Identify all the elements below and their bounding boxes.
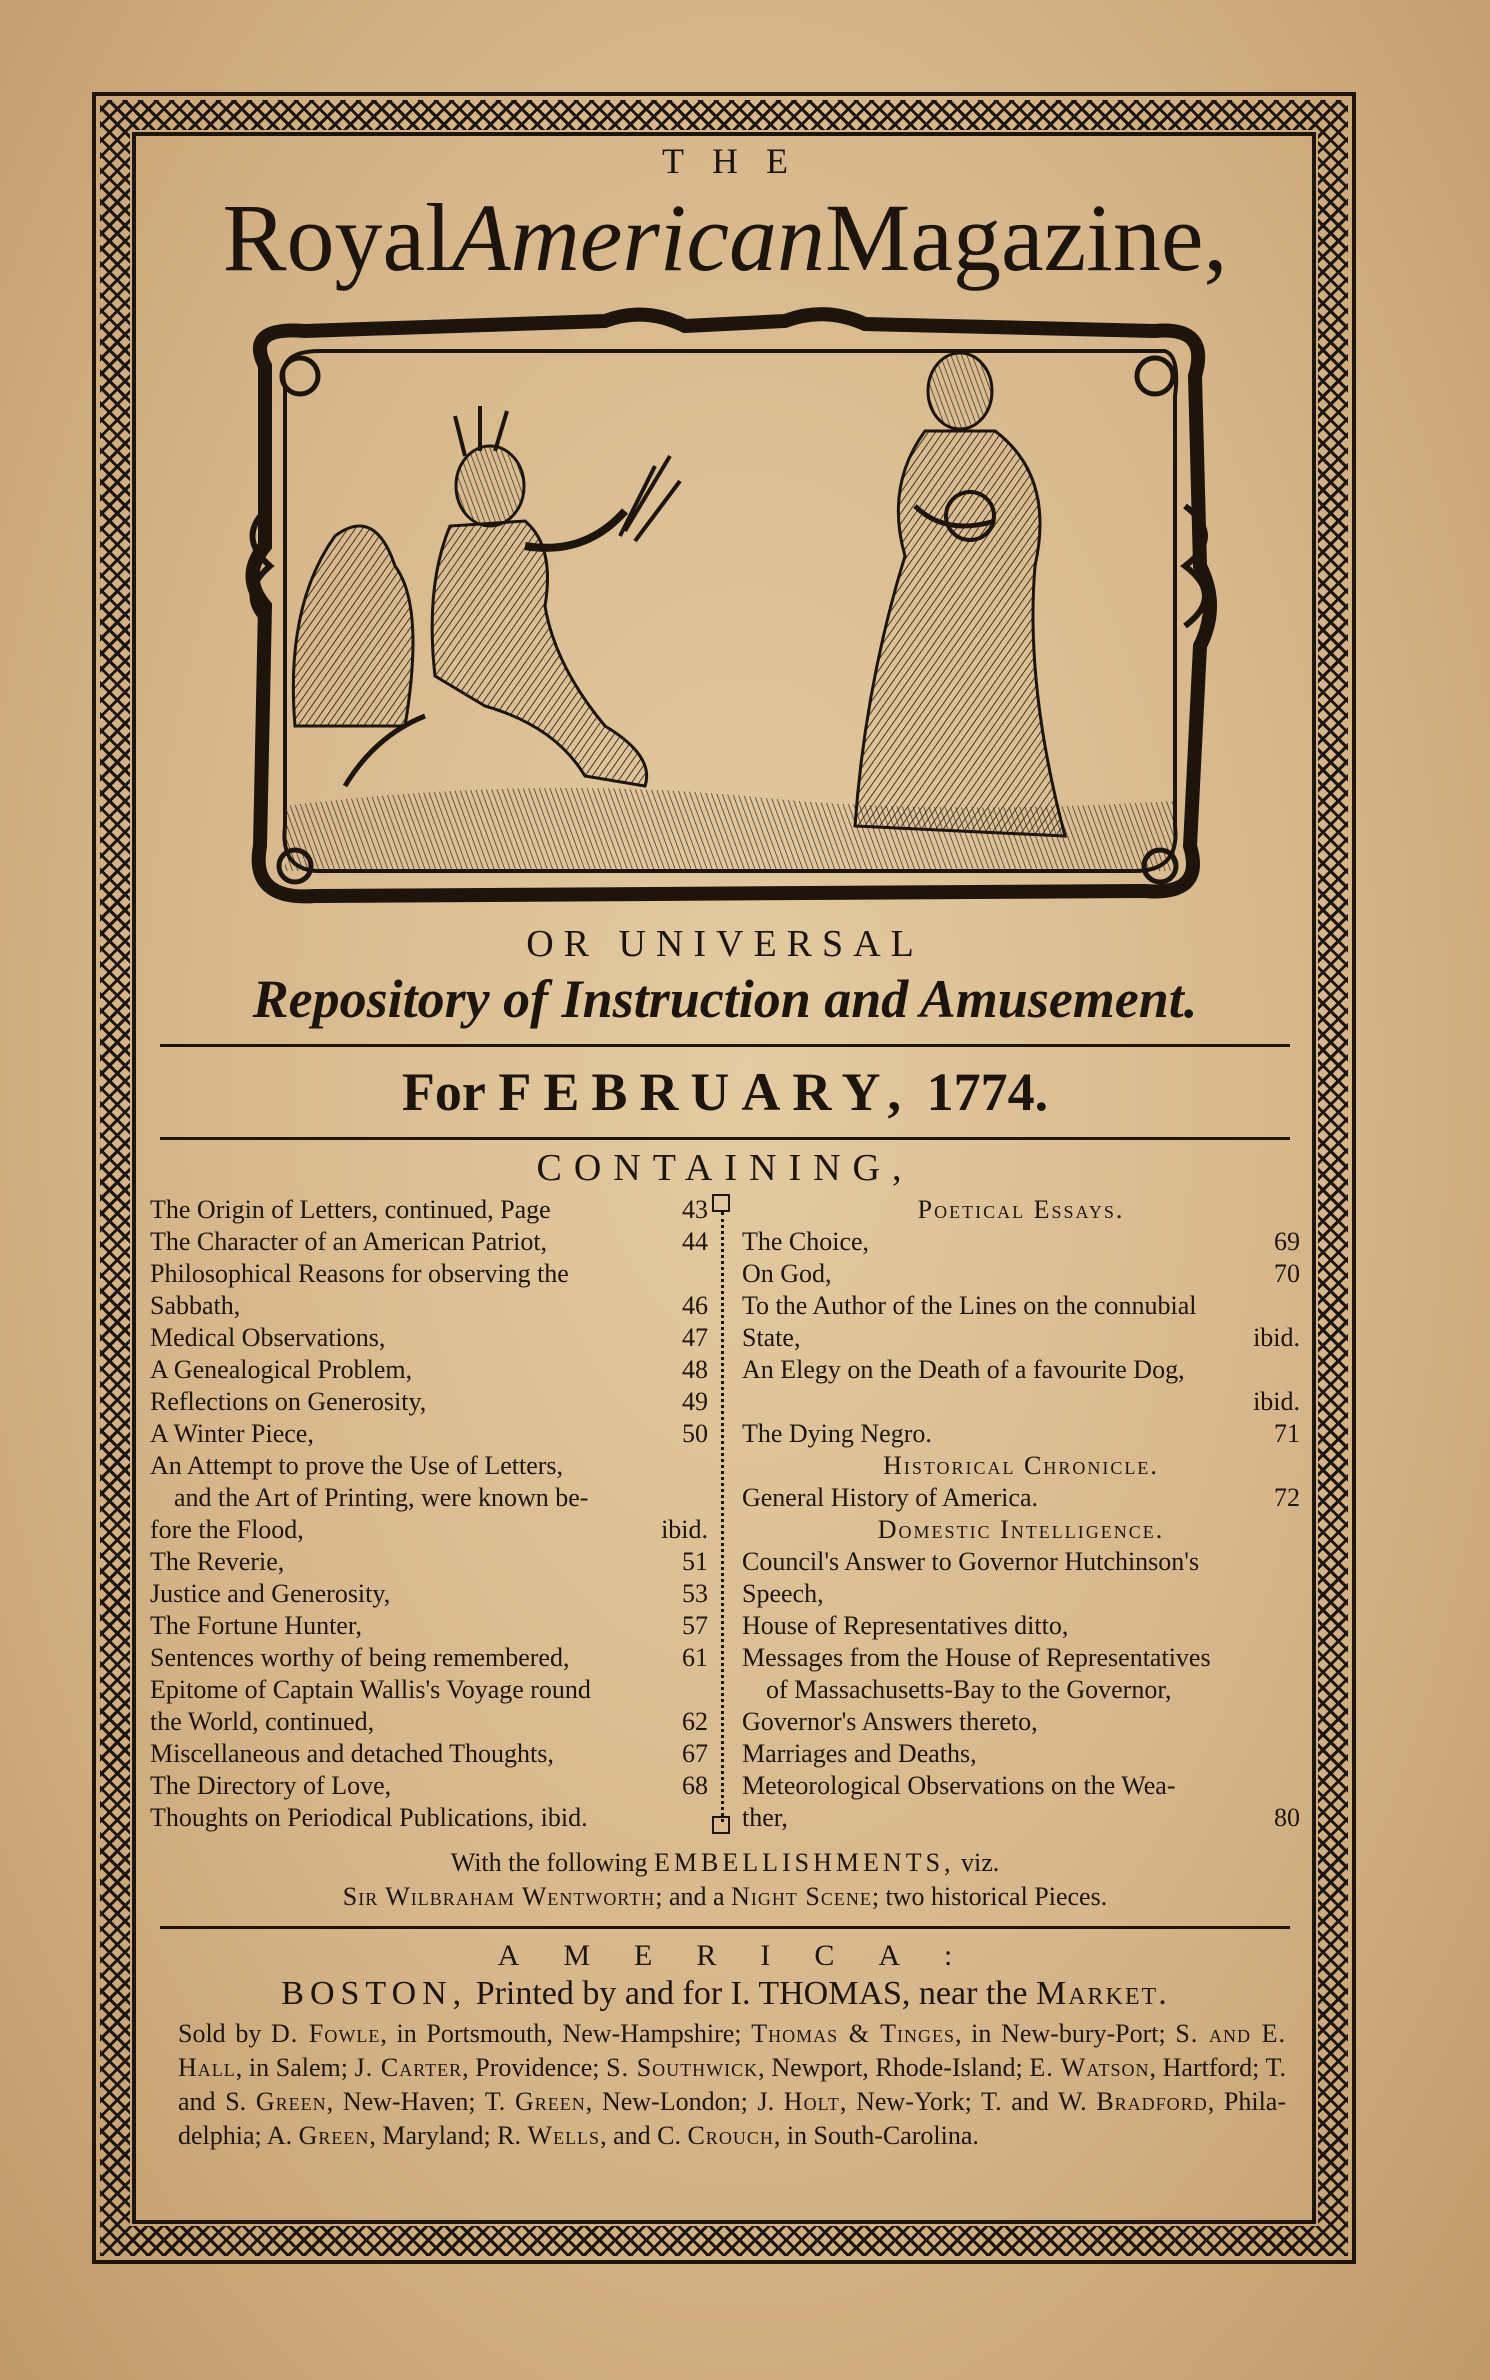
- entry-page: 67: [682, 1739, 709, 1768]
- seller-text: , Maryland; R.: [369, 2121, 528, 2150]
- contents-entry: [742, 1290, 1300, 1322]
- entry-title: Epitome of Captain Wallis's Voyage round: [150, 1675, 591, 1704]
- contents-entry: [150, 1674, 708, 1706]
- entry-title: of Massachusetts-Bay to the Governor,: [765, 1675, 1172, 1704]
- woodcut-illustration: [225, 306, 1225, 906]
- subtitle-repository: Repository of Instruction and Amusement.: [252, 969, 1198, 1029]
- contents-left-column: [150, 1194, 716, 1834]
- contents-entry: [150, 1386, 708, 1418]
- contents-entry: [150, 1610, 708, 1642]
- subtitle-or-universal: OR UNIVERSAL: [526, 923, 924, 965]
- contents-entry: [742, 1386, 1300, 1418]
- imprint-america: AMERICA:: [497, 1939, 997, 1972]
- seller-text: , Newport, Rhode-Island;: [758, 2053, 1030, 2082]
- woodcut-engraving-image: [225, 306, 1225, 906]
- entry-title: [742, 1386, 1245, 1418]
- entry-page: 72: [1274, 1483, 1301, 1512]
- issue-year: 1774.: [926, 1062, 1049, 1122]
- table-of-contents: [150, 1194, 1300, 1834]
- entry-page: 70: [1274, 1259, 1301, 1288]
- seller-name: Green: [255, 2087, 327, 2116]
- emb-lead: With the following: [450, 1848, 648, 1877]
- entry-title: Thoughts on Periodical Publications, ibid.: [150, 1803, 588, 1832]
- entry-page: 50: [682, 1419, 709, 1448]
- entry-title: The Dying Negro.: [741, 1419, 932, 1448]
- seller-name: D. Fowle: [271, 2019, 381, 2048]
- entry-title: ther,: [741, 1803, 788, 1832]
- entry-page: 44: [682, 1227, 709, 1256]
- embellishments-note: [150, 1846, 1300, 1914]
- entry-page: 47: [682, 1323, 709, 1352]
- seller-name: Thomas & Tinges: [751, 2019, 956, 2048]
- contents-entry: [150, 1322, 708, 1354]
- contents-entry: [742, 1770, 1300, 1802]
- entry-title: Reflections on Generosity,: [150, 1387, 427, 1416]
- entry-page: 57: [682, 1611, 709, 1640]
- entry-title: An Attempt to prove the Use of Letters,: [150, 1451, 564, 1480]
- entry-page: 51: [682, 1547, 709, 1576]
- entry-title: General History of America.: [741, 1483, 1038, 1512]
- contents-entry: [150, 1194, 708, 1226]
- entry-title: The Fortune Hunter,: [150, 1611, 362, 1640]
- entry-title: Speech,: [741, 1579, 824, 1608]
- entry-title: Meteorological Observations on the Wea-: [741, 1771, 1176, 1800]
- emb-mid: ; and a: [655, 1882, 725, 1911]
- issue-prefix: For: [401, 1062, 485, 1122]
- entry-title: fore the Flood,: [150, 1515, 304, 1544]
- entry-page: 43: [682, 1195, 709, 1224]
- entry-title: Sentences worthy of being remembered,: [150, 1643, 570, 1672]
- emb-tail: ; two historical Pieces.: [871, 1882, 1108, 1911]
- contents-entry: [742, 1642, 1300, 1674]
- entry-page: 80: [1274, 1803, 1301, 1832]
- entry-title: The Reverie,: [150, 1547, 285, 1576]
- entry-title: An Elegy on the Death of a favourite Dog,: [741, 1355, 1185, 1384]
- divider-ornament-top: [712, 1194, 730, 1212]
- contents-entry: [150, 1482, 708, 1514]
- entry-page: ibid.: [1253, 1387, 1301, 1416]
- entry-page: 62: [682, 1707, 709, 1736]
- seller-text: Sold by: [178, 2019, 271, 2048]
- horizontal-rule: [160, 1044, 1290, 1047]
- entry-page: 69: [1274, 1227, 1301, 1256]
- title-magazine: Magazine,: [825, 184, 1228, 291]
- contents-entry: [150, 1418, 708, 1450]
- contents-section-heading: Historical Chronicle.: [883, 1451, 1159, 1480]
- contents-entry: [150, 1258, 708, 1290]
- seller-name: Green: [298, 2121, 370, 2150]
- seller-text: , Hartford; T. and S.: [178, 2053, 1286, 2116]
- seller-text: , and C.: [600, 2121, 688, 2150]
- seller-name: S. and E. Hall: [178, 2019, 1287, 2082]
- entry-title: The Character of an American Patriot,: [150, 1227, 548, 1256]
- emb-viz: viz.: [961, 1848, 1000, 1877]
- embellishments-line-1: [150, 1846, 1300, 1880]
- emb-night-scene: Night Scene: [731, 1882, 872, 1911]
- entry-title: The Origin of Letters, continued, Page: [150, 1195, 551, 1224]
- seller-name: Bradford: [1096, 2087, 1208, 2116]
- entry-title: and the Art of Printing, were known be-: [174, 1483, 589, 1512]
- contents-entry: [742, 1546, 1300, 1578]
- title-royal: Royal: [222, 184, 452, 291]
- entry-page: 53: [682, 1579, 709, 1608]
- seller-text: , in South-Carolina.: [773, 2121, 979, 2150]
- contents-entry: [150, 1514, 708, 1546]
- horizontal-rule: [160, 1926, 1290, 1929]
- entry-page: 46: [682, 1291, 709, 1320]
- seller-name: Wells: [527, 2121, 601, 2150]
- contents-entry: [742, 1322, 1300, 1354]
- imprint-printer: Printed by and for I. THOMAS, near the: [475, 1975, 1028, 2012]
- issue-month: FEBRUARY,: [498, 1062, 914, 1122]
- seller-text: , in New-bury-Port;: [955, 2019, 1176, 2048]
- divider-dotted-line: [721, 1212, 724, 1822]
- entry-page: 71: [1274, 1419, 1301, 1448]
- seller-text: , in Salem;: [235, 2053, 355, 2082]
- entry-title: Philosophical Reasons for observing the: [150, 1259, 569, 1288]
- contents-entry: [742, 1418, 1300, 1450]
- contents-entry: [742, 1610, 1300, 1642]
- seller-text: , Providence;: [462, 2053, 607, 2082]
- entry-title: Sabbath,: [150, 1291, 241, 1320]
- contents-entry: [742, 1578, 1300, 1610]
- entry-title: A Genealogical Problem,: [150, 1355, 413, 1384]
- magazine-title: [150, 184, 1300, 291]
- seller-text: , New-London; J.: [585, 2087, 784, 2116]
- entry-title: Marriages and Deaths,: [741, 1739, 977, 1768]
- seller-text: , New-Haven; T.: [326, 2087, 515, 2116]
- contents-entry: [742, 1354, 1300, 1386]
- entry-page: 68: [682, 1771, 709, 1800]
- embellishments-line-2: [150, 1880, 1300, 1914]
- contents-entry: [742, 1482, 1300, 1514]
- column-divider: [716, 1194, 730, 1834]
- imprint-city: BOSTON,: [281, 1975, 468, 2012]
- contents-right-column: [730, 1194, 1300, 1834]
- seller-text: , Phila-delphia; A.: [178, 2087, 1286, 2150]
- entry-title: On God,: [741, 1259, 832, 1288]
- contents-entry: [150, 1546, 708, 1578]
- entry-title: House of Representatives ditto,: [741, 1611, 1069, 1640]
- contents-entry: [742, 1706, 1300, 1738]
- seller-name: J. Carter: [354, 2053, 463, 2082]
- contents-entry: [742, 1802, 1300, 1834]
- masthead-the: THE: [662, 141, 816, 181]
- entry-page: ibid.: [1253, 1323, 1301, 1352]
- seller-name: Crouch: [687, 2121, 774, 2150]
- contents-entry: [150, 1770, 708, 1802]
- entry-page: 61: [682, 1643, 709, 1672]
- contents-entry: [150, 1642, 708, 1674]
- seller-name: S. Southwick: [606, 2053, 759, 2082]
- title-american: American: [451, 184, 826, 291]
- seller-name: Holt: [783, 2087, 840, 2116]
- seller-name: Green: [515, 2087, 586, 2116]
- contents-entry: [742, 1258, 1300, 1290]
- entry-title: Council's Answer to Governor Hutchinson's: [741, 1547, 1200, 1576]
- imprint-boston: [150, 1975, 1300, 2013]
- entry-title: Medical Observations,: [150, 1323, 386, 1352]
- contents-entry: [150, 1290, 708, 1322]
- contents-entry: [150, 1578, 708, 1610]
- horizontal-rule: [160, 1137, 1290, 1140]
- entry-title: The Directory of Love,: [150, 1771, 392, 1800]
- contents-entry: [742, 1226, 1300, 1258]
- entry-page: ibid.: [661, 1515, 709, 1544]
- entry-title: Messages from the House of Representatives: [741, 1643, 1211, 1672]
- contents-entry: [150, 1738, 708, 1770]
- contents-section-heading: Domestic Intelligence.: [877, 1515, 1165, 1544]
- issue-date: [150, 1061, 1300, 1123]
- emb-portrait: Sir Wilbraham Wentworth: [342, 1882, 656, 1911]
- emb-word: EMBELLISHMENTS,: [654, 1848, 955, 1877]
- seller-text: , in Portsmouth, New-Hampshire;: [380, 2019, 752, 2048]
- contents-entry: [150, 1450, 708, 1482]
- title-page-content: [150, 140, 1300, 2210]
- entry-page: 48: [682, 1355, 709, 1384]
- entry-title: the World, continued,: [150, 1707, 375, 1736]
- contents-entry: [742, 1738, 1300, 1770]
- contents-entry: [150, 1226, 708, 1258]
- entry-title: The Choice,: [741, 1227, 870, 1256]
- entry-title: Miscellaneous and detached Thoughts,: [150, 1739, 554, 1768]
- entry-title: State,: [741, 1323, 801, 1352]
- divider-ornament-bottom: [712, 1816, 730, 1834]
- containing-heading: CONTAINING,: [536, 1147, 914, 1189]
- seller-name: E. Watson: [1029, 2053, 1150, 2082]
- entry-title: Governor's Answers thereto,: [741, 1707, 1038, 1736]
- imprint-market: Market.: [1035, 1975, 1169, 2012]
- entry-page: 49: [682, 1387, 709, 1416]
- entry-title: Justice and Generosity,: [150, 1579, 391, 1608]
- contents-entry: [150, 1802, 708, 1834]
- contents-entry: [150, 1354, 708, 1386]
- contents-section-heading: Poetical Essays.: [917, 1195, 1125, 1224]
- contents-entry: [150, 1706, 708, 1738]
- entry-title: A Winter Piece,: [150, 1419, 314, 1448]
- seller-text: , New-York; T. and W.: [839, 2087, 1097, 2116]
- imprint-sellers: [178, 2017, 1286, 2153]
- contents-entry: [742, 1674, 1300, 1706]
- entry-title: To the Author of the Lines on the connubial: [741, 1291, 1197, 1320]
